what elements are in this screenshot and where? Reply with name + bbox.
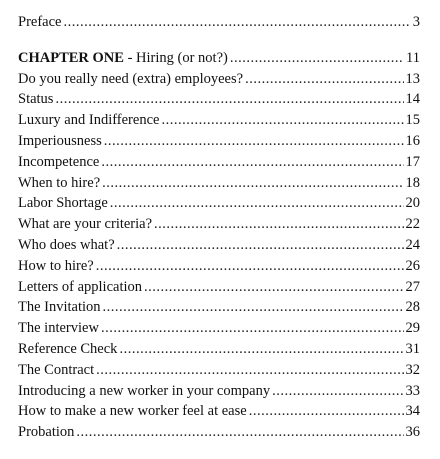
toc-page-number: 29 bbox=[405, 320, 420, 337]
toc-entry-title: Labor Shortage bbox=[18, 195, 108, 212]
dot-leader bbox=[119, 339, 403, 360]
dot-leader bbox=[103, 297, 404, 318]
toc-entry[interactable] bbox=[18, 235, 420, 256]
toc-entry[interactable] bbox=[18, 173, 420, 194]
dot-leader bbox=[101, 152, 403, 173]
toc-entry[interactable] bbox=[18, 339, 420, 360]
dot-leader bbox=[110, 193, 404, 214]
dot-leader bbox=[161, 110, 403, 131]
dot-leader bbox=[55, 89, 403, 110]
dot-leader bbox=[63, 12, 410, 33]
dot-leader bbox=[230, 48, 404, 69]
toc-entry-title: Introducing a new worker in your company bbox=[18, 382, 271, 399]
toc-entry[interactable] bbox=[18, 110, 420, 131]
toc-page-number: 36 bbox=[405, 424, 420, 441]
toc-entry[interactable] bbox=[18, 401, 420, 422]
toc-page-number: 27 bbox=[405, 278, 420, 295]
toc-entry[interactable] bbox=[18, 69, 420, 90]
toc-entry-preface[interactable] bbox=[18, 12, 420, 33]
toc-entry-title: Incompetence bbox=[18, 153, 100, 170]
dot-leader bbox=[154, 214, 403, 235]
toc-entry[interactable] bbox=[18, 360, 420, 381]
toc-page-number: 33 bbox=[405, 382, 420, 399]
toc-entry[interactable] bbox=[18, 277, 420, 298]
toc-entry-title: How to hire? bbox=[18, 257, 94, 274]
toc-entry-title: Luxury and Indifference bbox=[18, 112, 160, 129]
toc-entry[interactable] bbox=[18, 152, 420, 173]
toc-entry[interactable] bbox=[18, 297, 420, 318]
toc-chapter-heading[interactable] bbox=[18, 48, 420, 69]
chapter-title bbox=[18, 48, 228, 69]
toc-entry-title: Who does what? bbox=[18, 236, 115, 253]
toc-entry-title: The Contract bbox=[18, 361, 95, 378]
toc-entry[interactable] bbox=[18, 214, 420, 235]
dot-leader bbox=[272, 381, 403, 402]
chapter-subtitle: - Hiring (or not?) bbox=[123, 49, 228, 66]
toc-entry-list bbox=[18, 69, 420, 443]
dot-leader bbox=[101, 318, 404, 339]
toc-page-number: 3 bbox=[412, 14, 420, 30]
toc-entry[interactable] bbox=[18, 256, 420, 277]
toc-entry-title: The Invitation bbox=[18, 299, 101, 316]
dot-leader bbox=[102, 173, 403, 194]
toc-page-number: 16 bbox=[405, 132, 420, 149]
toc-page-number: 14 bbox=[405, 91, 420, 108]
dot-leader bbox=[117, 235, 404, 256]
dot-leader bbox=[144, 277, 403, 298]
table-of-contents bbox=[18, 12, 420, 443]
toc-page-number: 13 bbox=[405, 70, 420, 87]
toc-page-number: 34 bbox=[405, 403, 420, 420]
toc-entry-title: Probation bbox=[18, 424, 75, 441]
toc-page-number: 31 bbox=[405, 340, 420, 357]
toc-entry-title: Preface bbox=[18, 14, 62, 30]
toc-entry-title: Reference Check bbox=[18, 340, 118, 357]
toc-entry-title: Letters of application bbox=[18, 278, 143, 295]
chapter-label: CHAPTER ONE bbox=[18, 49, 124, 66]
toc-entry-title: Do you really need (extra) employees? bbox=[18, 70, 244, 87]
toc-entry[interactable] bbox=[18, 422, 420, 443]
dot-leader bbox=[96, 256, 404, 277]
dot-leader bbox=[76, 422, 403, 443]
toc-page-number: 32 bbox=[405, 361, 420, 378]
toc-page-number: 18 bbox=[405, 174, 420, 191]
toc-page-number: 20 bbox=[405, 195, 420, 212]
toc-entry[interactable] bbox=[18, 89, 420, 110]
toc-page-number: 26 bbox=[405, 257, 420, 274]
toc-entry-title: What are your criteria? bbox=[18, 216, 153, 233]
toc-entry[interactable] bbox=[18, 318, 420, 339]
toc-page-number: 15 bbox=[405, 112, 420, 129]
toc-page-number: 28 bbox=[405, 299, 420, 316]
toc-entry-title: When to hire? bbox=[18, 174, 101, 191]
dot-leader bbox=[245, 69, 403, 90]
toc-page-number: 24 bbox=[405, 236, 420, 253]
toc-entry[interactable] bbox=[18, 131, 420, 152]
toc-page-number: 17 bbox=[405, 153, 420, 170]
dot-leader bbox=[96, 360, 403, 381]
toc-entry-title: How to make a new worker feel at ease bbox=[18, 403, 247, 420]
toc-page-number: 11 bbox=[406, 49, 420, 66]
toc-entry-title: Imperiousness bbox=[18, 132, 102, 149]
toc-entry-title: Status bbox=[18, 91, 54, 108]
toc-entry-title: The interview bbox=[18, 320, 99, 337]
toc-entry[interactable] bbox=[18, 193, 420, 214]
toc-page-number: 22 bbox=[405, 216, 420, 233]
toc-entry[interactable] bbox=[18, 381, 420, 402]
dot-leader bbox=[104, 131, 404, 152]
dot-leader bbox=[249, 401, 404, 422]
